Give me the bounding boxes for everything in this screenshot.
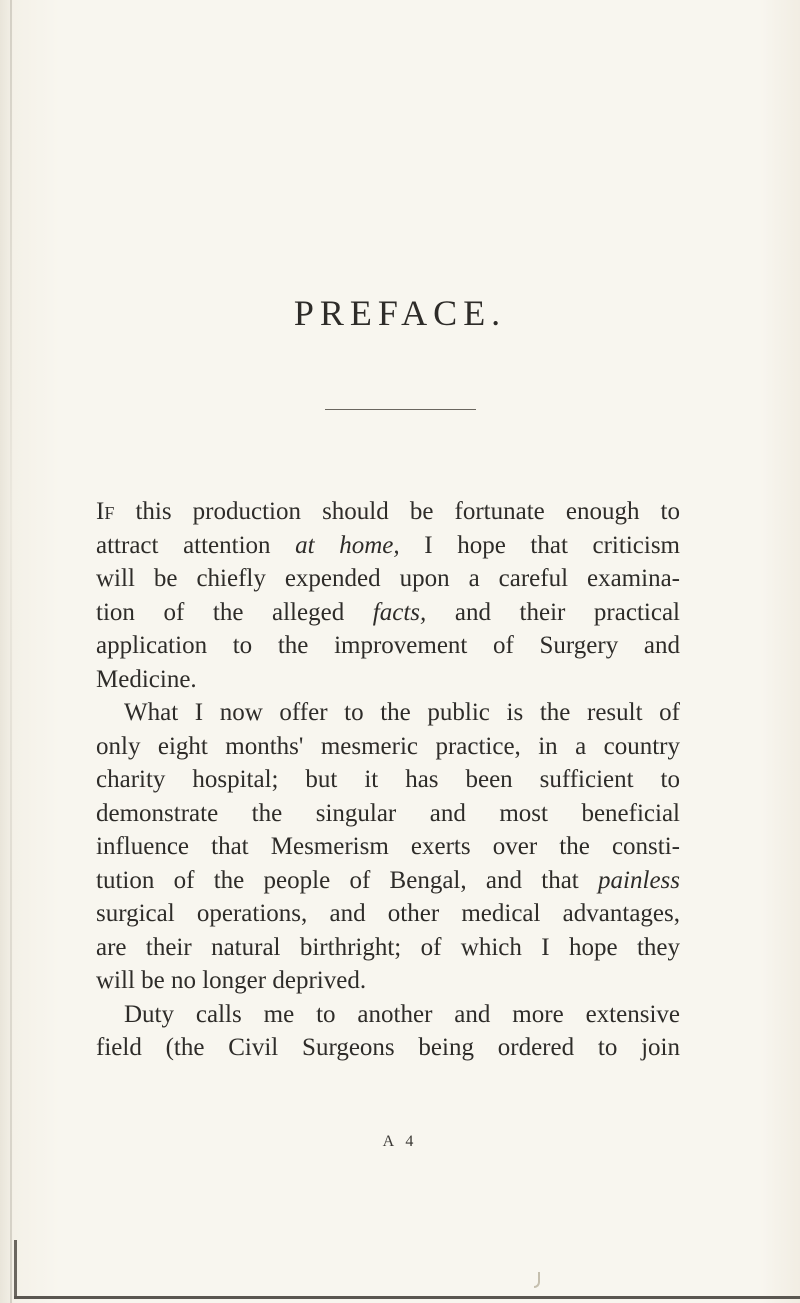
text-line: surgical operations, and other medical advantages,: [96, 900, 680, 927]
italic-phrase: painless: [598, 866, 680, 894]
text-line: are their natural birthright; of which I hope they: [96, 933, 680, 961]
text-line: tution of the people of Bengal, and that painless: [96, 866, 680, 894]
text-line: only eight months' mesmeric practice, in a country: [96, 732, 680, 760]
text-line: If this production should be fortunate enough to: [96, 498, 680, 525]
text-line: will be no longer deprived.: [96, 967, 367, 994]
text-line: Medicine.: [96, 665, 197, 693]
text-line: influence that Mesmerism exerts over the consti-: [96, 833, 680, 860]
title-rule: [325, 409, 476, 410]
page-title: PREFACE.: [293, 293, 507, 333]
text-line: What I now offer to the public is the result of: [124, 699, 680, 726]
signature-mark: A 4: [382, 1133, 418, 1150]
italic-phrase: facts,: [372, 598, 427, 626]
text-line: Duty calls me to another and more extensive: [124, 1000, 680, 1028]
binding-gutter: [10, 0, 12, 1303]
text-line: application to the improvement of Surgery and: [96, 632, 680, 659]
text-line: demonstrate the singular and most beneficial: [96, 799, 680, 827]
text-line: attract attention at home, I hope that criticism: [96, 531, 680, 559]
page-edge-corner: [14, 1240, 17, 1298]
text-line: will be chiefly expended upon a careful examina-: [96, 565, 680, 592]
text-line: tion of the alleged facts, and their practical: [96, 598, 680, 626]
italic-phrase: at home,: [295, 531, 400, 559]
preface-body: [96, 495, 680, 1065]
text-line: charity hospital; but it has been sufficient to: [96, 766, 680, 793]
ink-mark: [534, 1272, 540, 1288]
opening-word: If: [96, 498, 115, 525]
text-line: field (the Civil Surgeons being ordered to join: [96, 1034, 680, 1061]
page-bottom-edge: [14, 1296, 800, 1299]
